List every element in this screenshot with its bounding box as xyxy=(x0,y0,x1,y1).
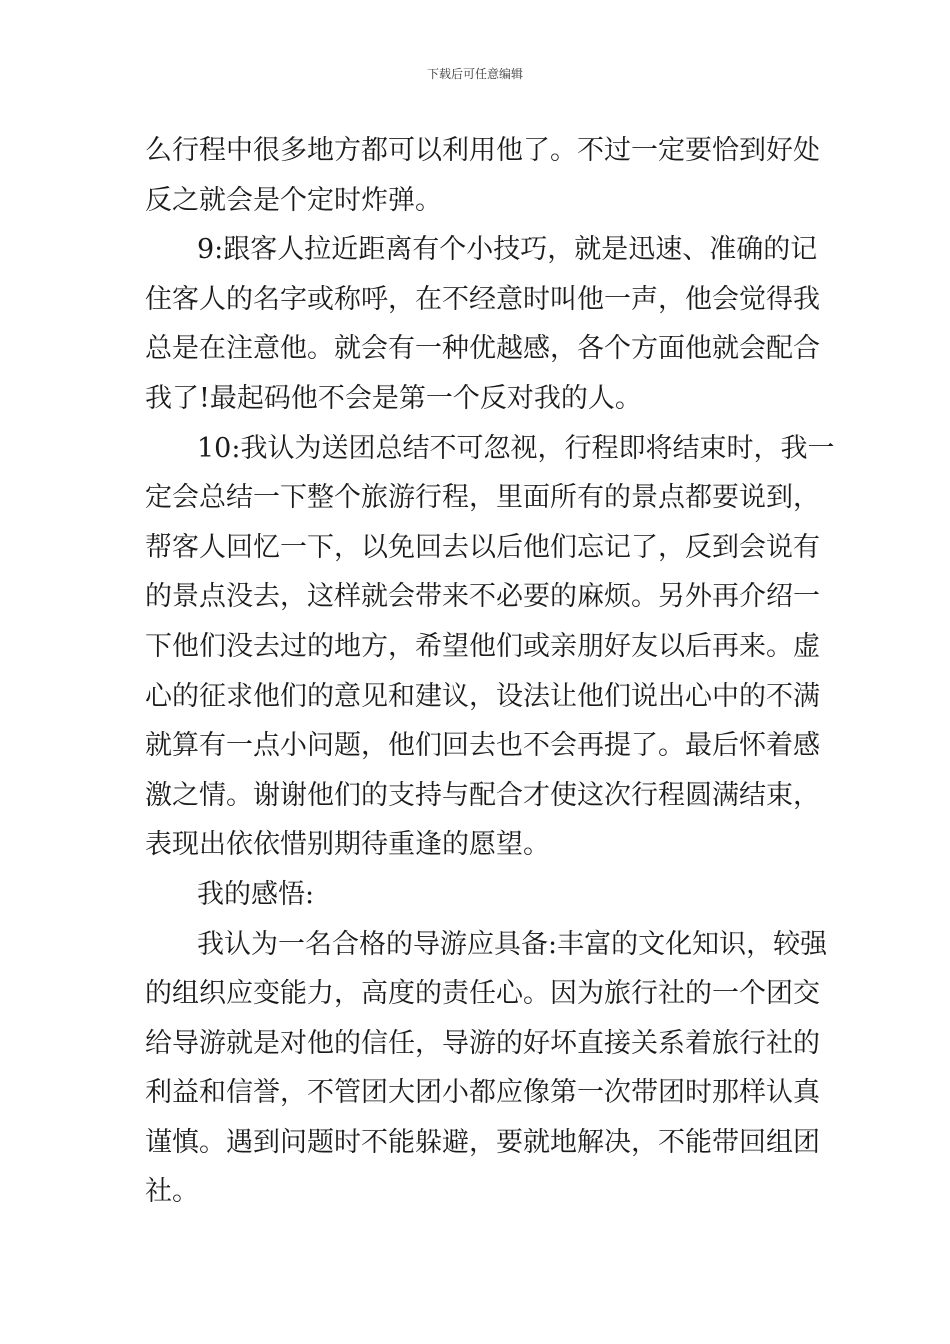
text-line: 我了!最起码他不会是第一个反对我的人。 xyxy=(145,382,642,414)
text-line: 定会总结一下整个旅游行程，里面所有的景点都要说到， xyxy=(145,482,820,514)
text-line: 帮客人回忆一下，以免回去以后他们忘记了，反到会说有 xyxy=(145,531,820,563)
page-header: 下载后可任意编辑 xyxy=(426,67,523,81)
text-line: 就算有一点小问题，他们回去也不会再提了。最后怀着感 xyxy=(145,730,820,762)
text-line: 下他们没去过的地方，希望他们或亲朋好友以后再来。虚 xyxy=(145,630,820,662)
text-line: 的景点没去，这样就会带来不必要的麻烦。另外再介绍一 xyxy=(145,581,820,613)
document-body xyxy=(145,126,835,1217)
text-line: 心的征求他们的意见和建议，设法让他们说出心中的不满 xyxy=(145,680,820,712)
text-line: 社。 xyxy=(145,1176,199,1208)
text-line: 谨慎。遇到问题时不能躲避，要就地解决，不能带回组团 xyxy=(145,1126,820,1158)
text-line: 10:我认为送团总结不可忽视，行程即将结束时，我一 xyxy=(197,432,835,464)
text-line: 给导游就是对他的信任，导游的好坏直接关系着旅行社的 xyxy=(145,1027,820,1059)
text-line: 利益和信誉，不管团大团小都应像第一次带团时那样认真 xyxy=(145,1077,820,1109)
text-line: 总是在注意他。就会有一种优越感，各个方面他就会配合 xyxy=(145,333,820,365)
text-line: 9:跟客人拉近距离有个小技巧，就是迅速、准确的记 xyxy=(197,234,818,266)
text-line: 么行程中很多地方都可以利用他了。不过一定要恰到好处 xyxy=(145,135,820,166)
text-line: 的组织应变能力，高度的责任心。因为旅行社的一个团交 xyxy=(145,978,820,1010)
paragraph-reflection xyxy=(145,920,828,1218)
text-line: 我的感悟: xyxy=(197,878,315,910)
text-line: 我认为一名合格的导游应具备:丰富的文化知识，较强 xyxy=(197,928,828,960)
text-line: 反之就会是个定时炸弹。 xyxy=(145,184,442,216)
text-line: 激之情。谢谢他们的支持与配合才使这次行程圆满结束， xyxy=(145,779,820,811)
paragraph-reflection-heading xyxy=(145,870,805,920)
paragraph-tip-9 xyxy=(145,225,820,423)
text-line: 表现出依依惜别期待重逢的愿望。 xyxy=(145,829,550,861)
paragraph-tip-10 xyxy=(145,424,835,870)
paragraph-continuation xyxy=(145,126,820,225)
text-line: 住客人的名字或称呼，在不经意时叫他一声，他会觉得我 xyxy=(145,283,820,315)
